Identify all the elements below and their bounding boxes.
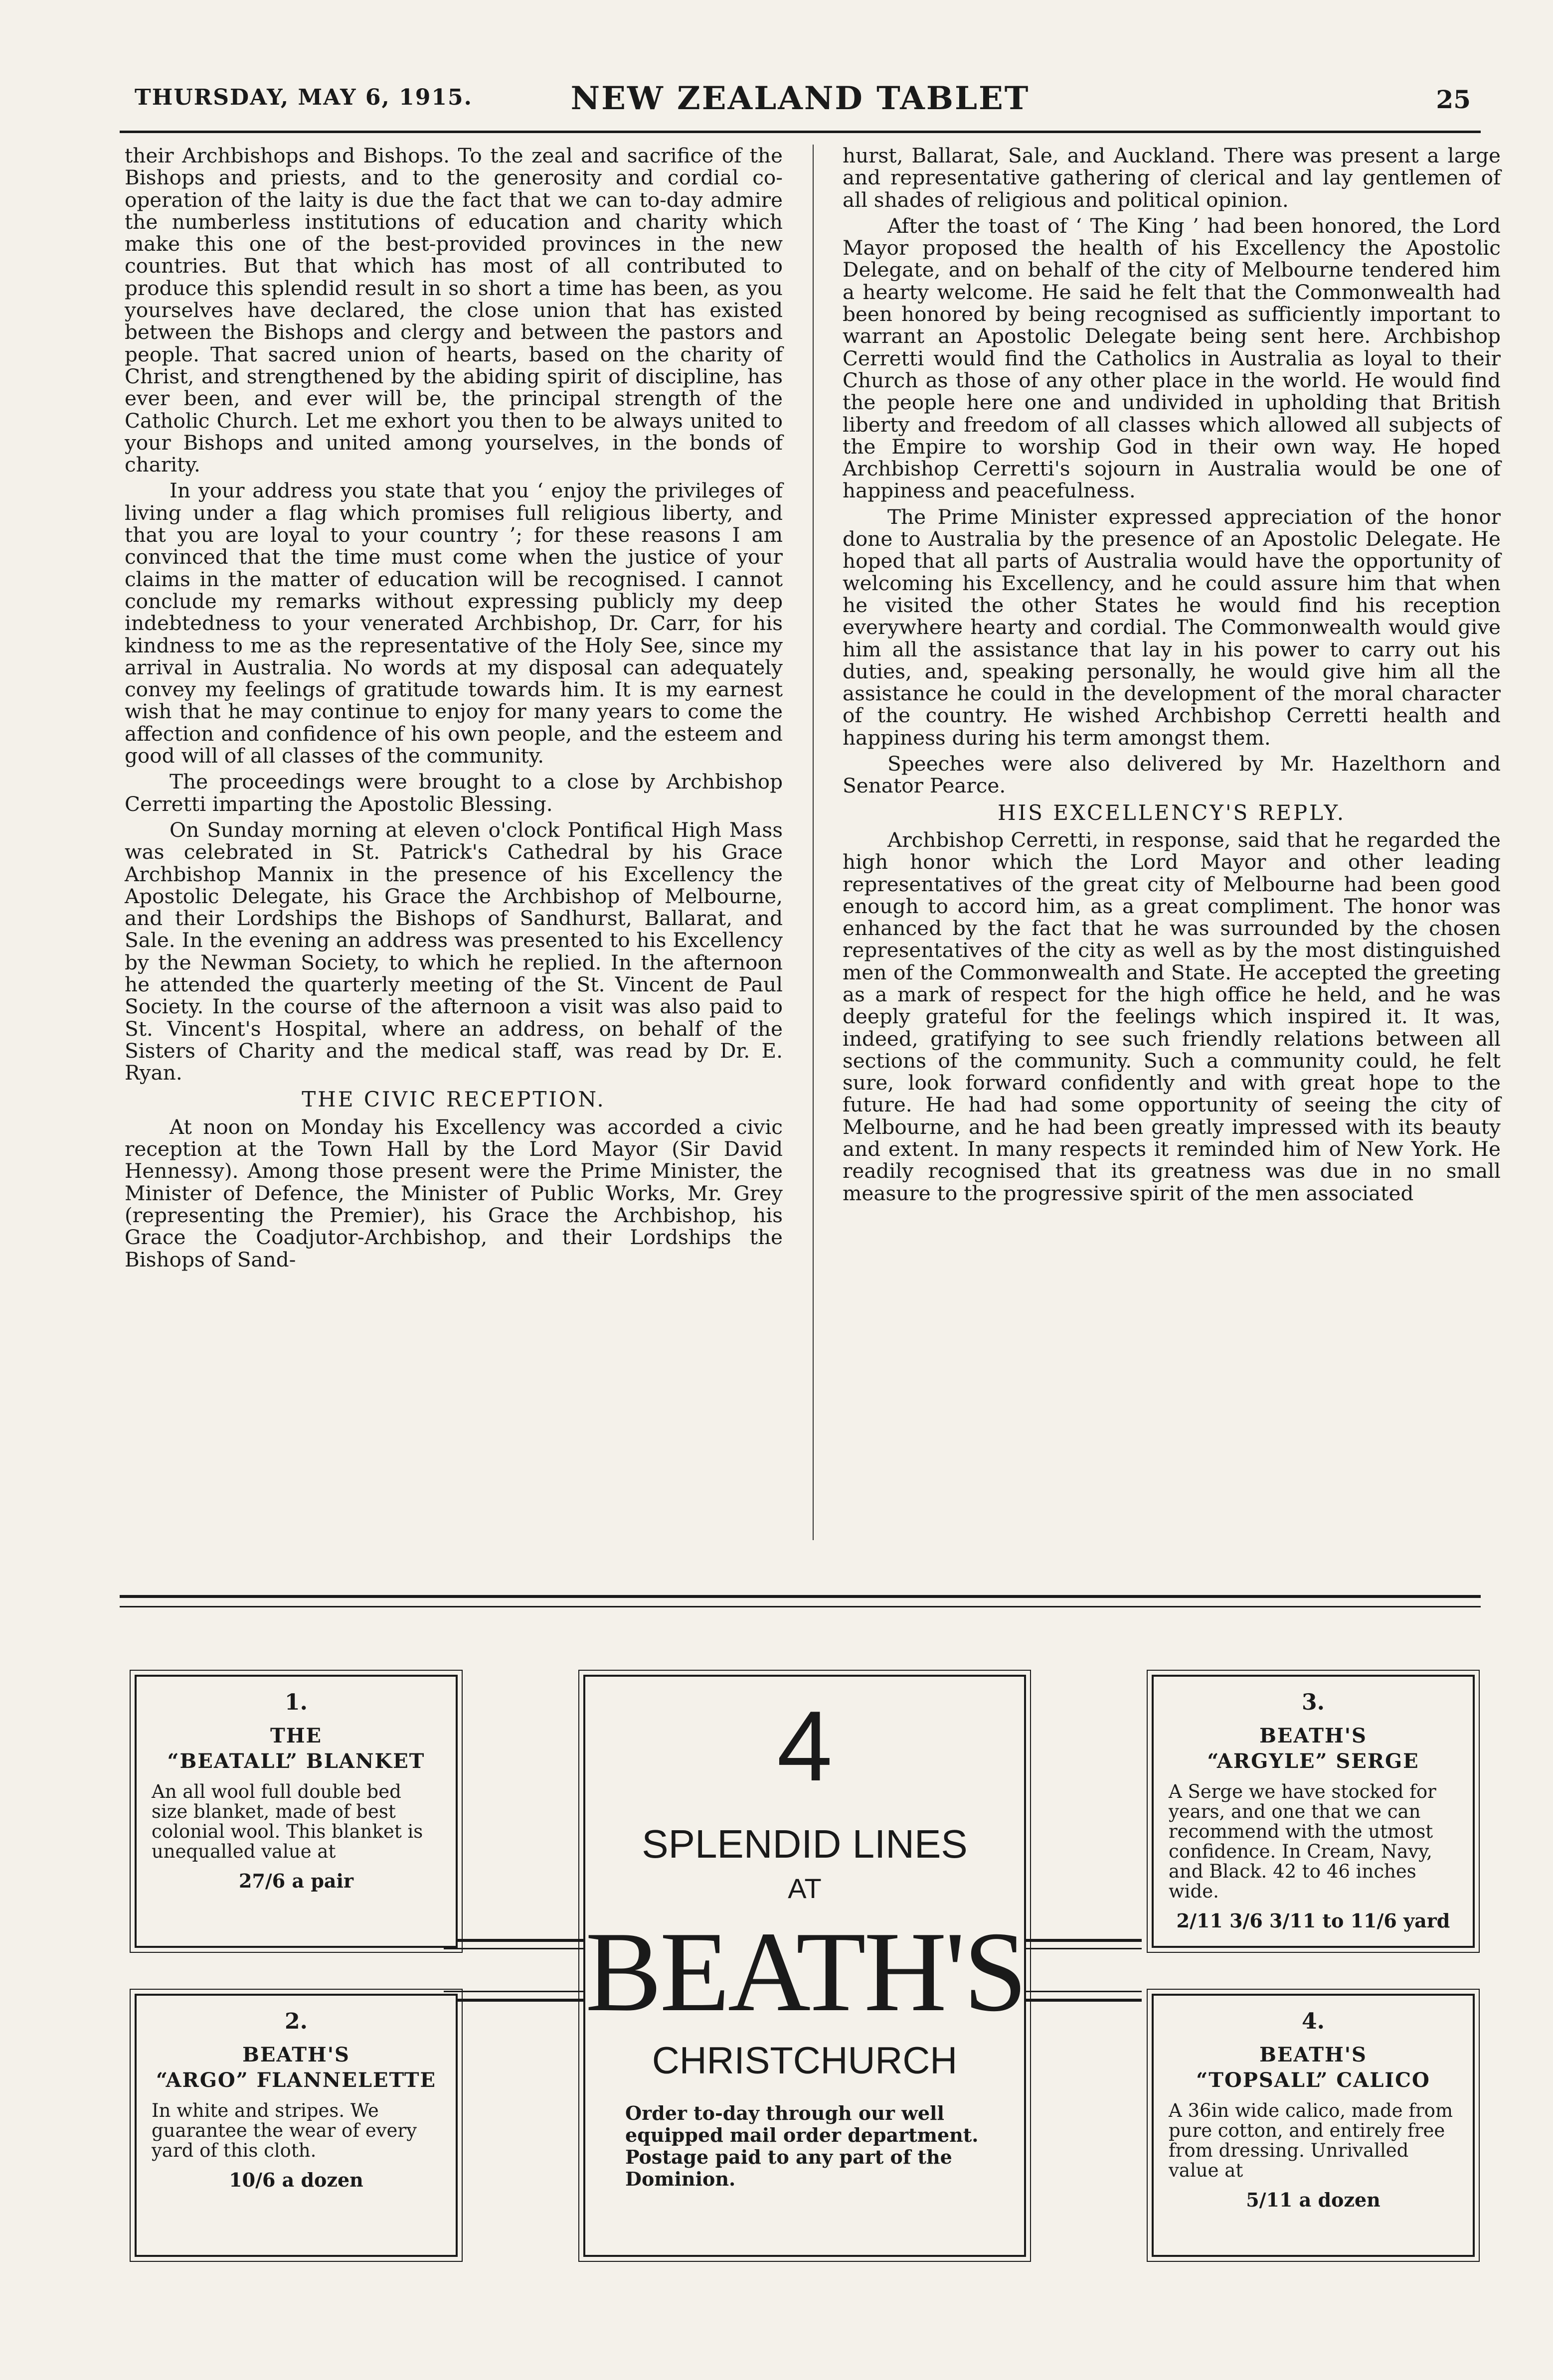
right-paragraph-5: Archbishop Cerretti, in response, said that he regarded the high honor which the Lord Mayor and other leading representatives of the great city of Melbourne had been good enough to accord him, as a great compliment. The honor was enhanced by the fact that he was surrounded by the chosen representatives of the city as well as by the most distinguished men of the Commonwealth and State. He accepted the greeting as a mark of respect for the high office he held, and he was deeply grateful for the feelings which inspired it. It was, indeed, gratifying to see such friendly relations between all sections of the community. Such a community could, he felt sure, look forward confidently and with great hope to the future. He had had some opportunity of seeing the city of Melbourne, and he had been greatly impressed with its beauty and extent. In many respects it reminded him of New York. He readily recognised that its greatness was due in no small measure to the progressive spirit of the men associated [843,827,1501,1205]
issue-date: THURSDAY, MAY 6, 1915. [135,85,473,110]
separator-rule-thin [120,1606,1481,1607]
ad-item-1-number: 1. [285,1690,308,1715]
ad-item-2 [135,1994,458,2257]
ad-city: CHRISTCHURCH [652,2040,958,2082]
page-header [120,70,1481,125]
left-paragraph-3: The proceedings were brought to a close by Archbishop Cerretti imparting the Apostolic Blessing. [125,770,783,816]
right-column [843,145,1501,1208]
right-paragraph-3: The Prime Minister expressed appreciation of the honor done to Australia by the presence of an Apostolic Delegate. He hoped that all parts of Australia would have the opportunity of welcoming his Excellency, and he could assure him that when he visited the other States he would find his reception everywhere hearty and cordial. The Commonwealth would give him all the assistance that lay in his power to carry out his duties, and, speaking personally, he would give him all the assistance he could in the development of the moral character of the country. He wished Archbishop Cerretti health and happiness during his term amongst them. [843,504,1501,750]
left-column [125,145,783,1274]
right-paragraph-4: Speeches were also delivered by Mr. Hazelthorn and Senator Pearce. [843,752,1501,798]
section-heading-excellency-reply: HIS EXCELLENCY'S REPLY. [997,800,1346,825]
ad-item-2-pre: BEATH'S [242,2043,350,2066]
ad-item-2-price: 10/6 a dozen [229,2169,363,2191]
ad-item-2-description: In white and stripes. We guarantee the wear of every yard of this cloth. [152,2100,417,2161]
left-paragraph-1: their Archbishops and Bishops. To the zeal and sacrifice of the Bishops and priests, and to the generosity and cordial co-operation of the laity is due the fact that we can to-day admire the numberless institutions of education and charity which make this one of the best-provided provinces in the new countries. But that which has most of all contributed to produce this splendid result in so short a time has been, as you yourselves have declared, the close union that has existed between the Bishops and clergy and between the pastors and people. That sacred union of hearts, based on the charity of Christ, and strengthened by the abiding spirit of discipline, has ever been, and ever will be, the principal strength of the Catholic Church. Let me exhort you then to be always united to your Bishops and united among yourselves, in the bonds of charity. [125,144,783,477]
ad-item-4-name: “TOPSALL” CALICO [1196,2068,1430,2092]
page-number: 25 [1436,85,1471,114]
header-rule [120,131,1481,133]
ad-item-1-name: “BEATALL” BLANKET [167,1749,425,1773]
ad-item-3-name: “ARGYLE” SERGE [1207,1749,1419,1773]
ad-item-3-pre: BEATH'S [1259,1724,1367,1747]
ad-item-3-description: A Serge we have stocked for years, and one that we can recommend with the utmost confidence. In Cream, Navy, and Black. 42 to 46 inches wide. [1169,1781,1436,1902]
left-paragraph-2: In your address you state that you ‘ enjoy the privileges of living under a flag which promises full religious liberty, and that you are loyal to your country ’; for these reasons I am convinced that the time must come when the justice of your claims in the matter of education will be recognised. I cannot conclude my remarks without expressing publicly my deep indebtedness to your venerated Archbishop, Dr. Carr, for his kindness to me as the representative of the Holy See, since my arrival in Australia. No words at my disposal can adequately convey my feelings of gratitude towards him. It is my earnest wish that he may continue to enjoy for many years to come the affection and confidence of his own people, and the esteem and good will of all classes of the community. [125,478,783,768]
ad-item-4-description: A 36in wide calico, made from pure cotton, and entirely free from dressing. Unrivalled value at [1169,2100,1453,2181]
ad-splendid-lines: SPLENDID LINES [642,1822,968,1866]
ad-item-1 [135,1675,458,1948]
ad-order-note: Order to-day through our well equipped mail order department. Postage paid to any part of the Dominion. [625,2102,979,2190]
ad-item-2-number: 2. [285,2009,308,2034]
ad-item-3-number: 3. [1302,1690,1325,1715]
ad-item-3-price: 2/11 3/6 3/11 to 11/6 yard [1176,1909,1450,1932]
right-paragraph-1: hurst, Ballarat, Sale, and Auckland. There was present a large and representative gathering of clerical and lay gentlemen of all shades of religious and political opinion. [843,144,1501,212]
left-paragraph-5: At noon on Monday his Excellency was accorded a civic reception at the Town Hall by the Lord Mayor (Sir David Hennessy). Among those present were the Prime Minister, the Minister of Defence, the Minister of Public Works, Mr. Grey (representing the Premier), his Grace the Archbishop, his Grace the Coadjutor-Archbishop, and their Lordships the Bishops of Sand- [125,1114,783,1271]
ad-brand-name: BEATH'S [585,1908,1026,2035]
beaths-advertisement [125,1675,1486,2283]
ad-at: AT [788,1873,822,1904]
ad-item-1-pre: THE [270,1724,323,1747]
ad-item-4-pre: BEATH'S [1259,2043,1367,2066]
column-divider [813,145,814,1540]
right-paragraph-2: After the toast of ‘ The King ’ had been honored, the Lord Mayor proposed the health of his Excellency the Apostolic Delegate, and on behalf of the city of Melbourne tendered him a hearty welcome. He said he felt that the Commonwealth had been honored by being recognised as sufficiently important to warrant an Apostolic Delegate being sent here. Archbishop Cerretti would find the Catholics in Australia as loyal to their Church as those of any other place in the world. He would find the people here one and undivided in upholding that British liberty and freedom of all classes which allowed all subjects of the Empire to worship God in their own way. He hoped Archbishop Cerretti's sojourn in Australia would be one of happiness and peacefulness. [843,213,1501,503]
ad-item-1-price: 27/6 a pair [239,1870,353,1892]
ad-item-2-name: “ARGO” FLANNELETTE [156,2068,437,2092]
ad-center-panel [583,1675,1026,2257]
separator-rule-thick [120,1595,1481,1598]
ad-item-1-description: An all wool full double bed size blanket, made of best colonial wool. This blanket is unequalled value at [152,1781,423,1862]
ad-item-4-number: 4. [1302,2009,1325,2034]
left-paragraph-4: On Sunday morning at eleven o'clock Pontifical High Mass was celebrated in St. Patrick's Cathedral by his Grace Archbishop Mannix in the presence of his Excellency the Apostolic Delegate, his Grace the Archbishop of Melbourne, and their Lordships the Bishops of Sandhurst, Ballarat, and Sale. In the evening an address was presented to his Excellency by the Newman Society, to which he replied. In the afternoon he attended the quarterly meeting of the St. Vincent de Paul Society. In the course of the afternoon a visit was also paid to St. Vincent's Hospital, where an address, on behalf of the Sisters of Charity and the medical staff, was read by Dr. E. Ryan. [125,817,783,1085]
ad-item-3 [1152,1675,1475,1948]
publication-title: NEW ZEALAND TABLET [570,80,1030,117]
ad-item-4 [1152,1994,1475,2257]
ad-item-4-price: 5/11 a dozen [1246,2189,1380,2211]
ad-lines-count: 4 [777,1691,833,1802]
section-heading-civic-reception: THE CIVIC RECEPTION. [302,1087,606,1112]
